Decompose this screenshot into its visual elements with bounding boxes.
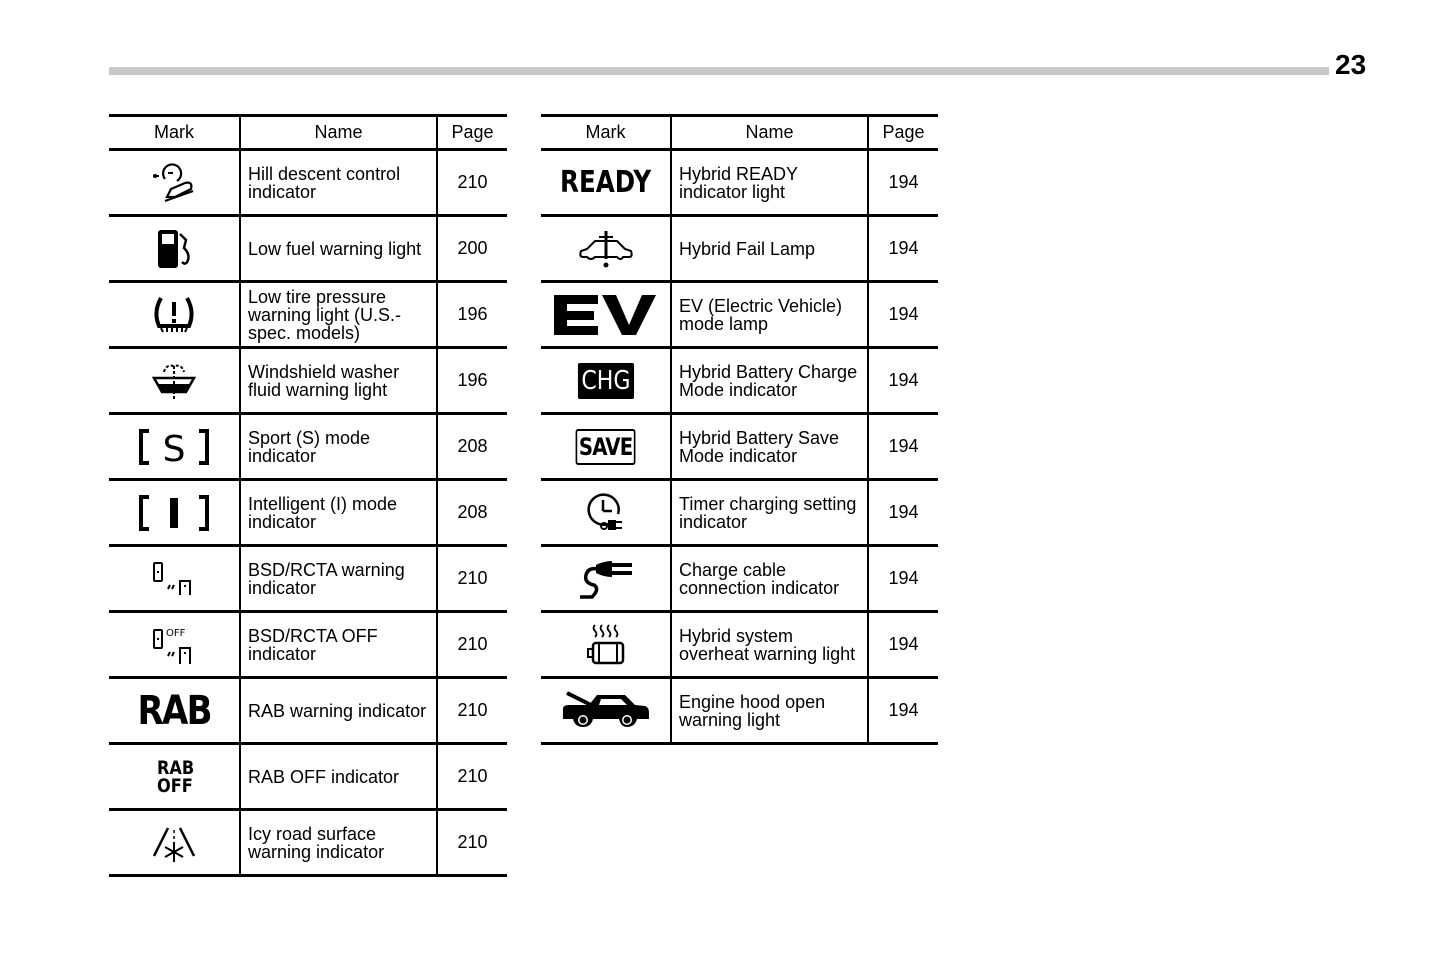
- page-ref: 194: [868, 612, 938, 678]
- intelligent-mode-icon: [137, 493, 211, 533]
- page-ref: 194: [868, 414, 938, 480]
- page-number: 23: [1335, 49, 1367, 80]
- page-ref: 210: [437, 612, 507, 678]
- page-ref: 194: [868, 282, 938, 348]
- header-rule: [109, 67, 1329, 75]
- low-fuel-icon: [154, 228, 194, 270]
- indicator-name: RAB warning indicator: [240, 678, 437, 744]
- page-ref: 194: [868, 678, 938, 744]
- header-page: Page: [437, 116, 507, 150]
- page-ref: 200: [437, 216, 507, 282]
- table-row: [109, 678, 507, 744]
- page-ref: 210: [437, 810, 507, 876]
- page-ref: 210: [437, 744, 507, 810]
- page-ref: 196: [437, 348, 507, 414]
- indicator-name: Engine hood open warning light: [671, 678, 868, 744]
- page-ref: 194: [868, 348, 938, 414]
- header-name: Name: [671, 116, 868, 150]
- page-ref: 194: [868, 216, 938, 282]
- header-name: Name: [240, 116, 437, 150]
- header-mark: Mark: [541, 116, 671, 150]
- header-mark: Mark: [109, 116, 240, 150]
- page-ref: 210: [437, 678, 507, 744]
- indicator-name: Low tire pressure warning light (U.S.-spec. models): [240, 282, 437, 348]
- table-row: [541, 678, 938, 744]
- sport-mode-icon: [137, 427, 211, 467]
- table-row: [109, 348, 507, 414]
- indicator-table-right: [541, 114, 938, 745]
- table-row: [109, 282, 507, 348]
- indicator-name: Hybrid Battery Charge Mode indicator: [671, 348, 868, 414]
- indicator-name: Hybrid READY indicator light: [671, 150, 868, 216]
- table-row: [109, 216, 507, 282]
- table-header-row: [109, 116, 507, 150]
- table-row: [109, 810, 507, 876]
- page-ref: 210: [437, 150, 507, 216]
- hood-open-icon: [561, 691, 651, 731]
- indicator-name: Charge cable connection indicator: [671, 546, 868, 612]
- table-row: [541, 480, 938, 546]
- table-row: [541, 216, 938, 282]
- indicator-name: Timer charging setting indicator: [671, 480, 868, 546]
- hybrid-fail-icon: [577, 229, 635, 269]
- rab-icon: RAB: [137, 687, 211, 734]
- tire-pressure-icon: [151, 294, 197, 336]
- indicator-name: Hybrid Battery Save Mode indicator: [671, 414, 868, 480]
- table-row: [109, 612, 507, 678]
- table-row: [541, 348, 938, 414]
- table-row: [109, 546, 507, 612]
- indicator-name: RAB OFF indicator: [240, 744, 437, 810]
- rab-off-icon: RAB OFF: [157, 756, 195, 797]
- indicator-name: EV (Electric Vehicle) mode lamp: [671, 282, 868, 348]
- page-ref: 194: [868, 546, 938, 612]
- table-row: [109, 480, 507, 546]
- table-header-row: [541, 116, 938, 150]
- charge-cable-icon: [578, 557, 634, 601]
- indicator-name: Icy road surface warning indicator: [240, 810, 437, 876]
- indicator-name: Sport (S) mode indicator: [240, 414, 437, 480]
- table-row: [109, 414, 507, 480]
- table-row: [541, 612, 938, 678]
- indicator-name: Hill descent control indicator: [240, 150, 437, 216]
- chg-mode-icon: CHG: [578, 363, 634, 399]
- indicator-table-left: [109, 114, 507, 877]
- hill-descent-control-icon: [149, 161, 199, 205]
- page-ref: 194: [868, 480, 938, 546]
- table-row: [541, 282, 938, 348]
- bsd-rcta-icon: [152, 559, 196, 599]
- table-row: [541, 546, 938, 612]
- icy-road-icon: [152, 822, 196, 864]
- header-page: Page: [868, 116, 938, 150]
- svg-text:S: S: [162, 428, 186, 467]
- indicator-name: Low fuel warning light: [240, 216, 437, 282]
- page-ref: 194: [868, 150, 938, 216]
- page-ref: 208: [437, 480, 507, 546]
- save-mode-icon: SAVE: [575, 429, 635, 465]
- hybrid-overheat-icon: [585, 623, 627, 667]
- indicator-name: Hybrid system overheat warning light: [671, 612, 868, 678]
- table-row: [109, 744, 507, 810]
- ready-icon: READY: [559, 165, 652, 200]
- svg-text:OFF: OFF: [166, 627, 186, 639]
- indicator-name: BSD/RCTA OFF indicator: [240, 612, 437, 678]
- page-ref: 208: [437, 414, 507, 480]
- table-row: [541, 414, 938, 480]
- indicator-name: Intelligent (I) mode indicator: [240, 480, 437, 546]
- timer-charging-icon: [586, 492, 626, 534]
- indicator-name: BSD/RCTA warning indicator: [240, 546, 437, 612]
- indicator-name: Hybrid Fail Lamp: [671, 216, 868, 282]
- ev-mode-icon: [552, 293, 660, 337]
- table-row: [541, 150, 938, 216]
- washer-fluid-icon: [152, 360, 196, 402]
- page-ref: 196: [437, 282, 507, 348]
- table-row: [109, 150, 507, 216]
- bsd-rcta-off-icon: [152, 624, 196, 666]
- indicator-name: Windshield washer fluid warning light: [240, 348, 437, 414]
- page-ref: 210: [437, 546, 507, 612]
